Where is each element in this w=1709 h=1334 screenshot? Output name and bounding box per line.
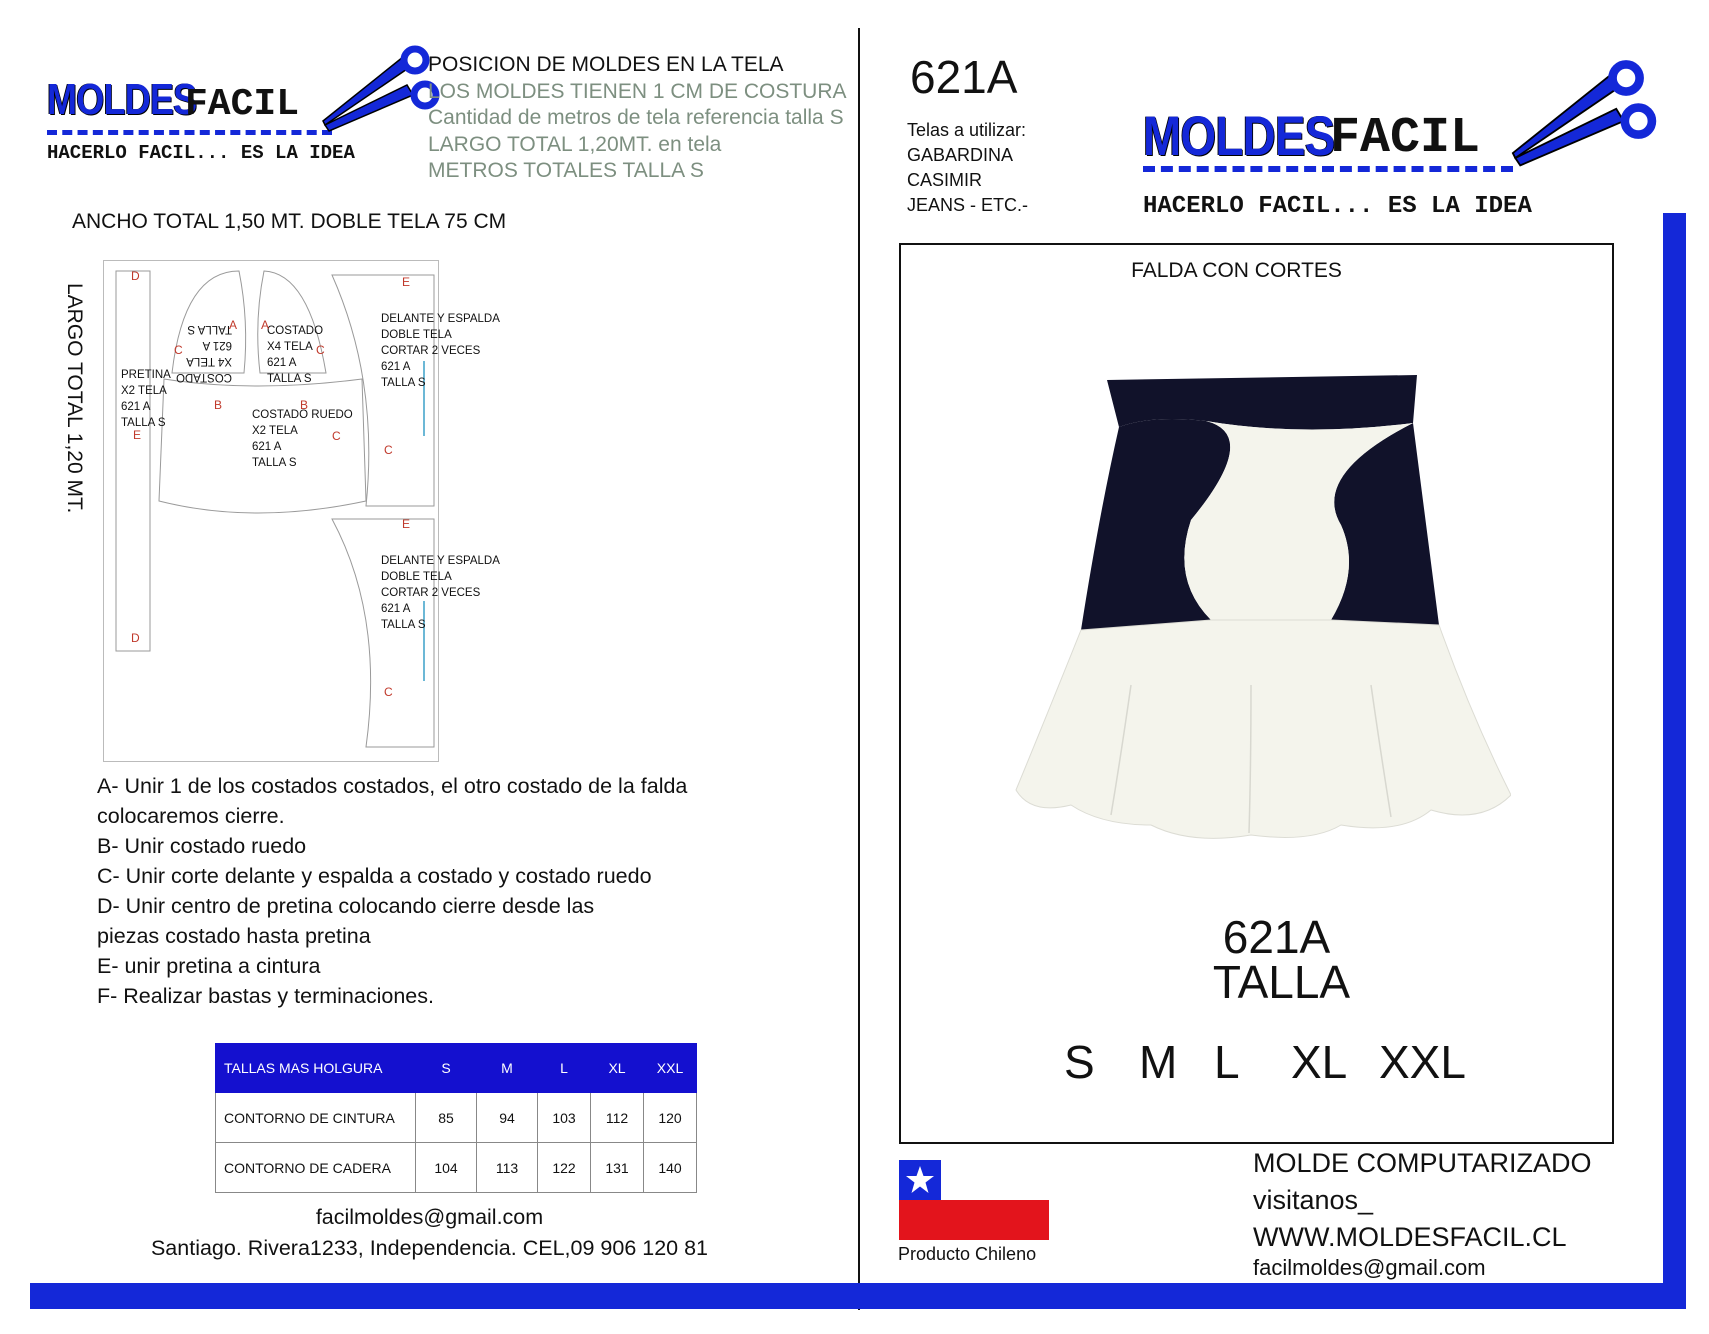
- mark-c-right: C: [316, 343, 325, 357]
- total-length-label: LARGO TOTAL 1,20 MT.: [63, 283, 86, 514]
- table-cell: 85: [416, 1093, 477, 1143]
- mark-e-mid: E: [402, 517, 411, 531]
- code-large: 621A: [1222, 911, 1331, 963]
- header-cell: L: [538, 1044, 591, 1093]
- mark-b-left: B: [214, 398, 223, 412]
- instruction-line: F- Realizar bastas y terminaciones.: [97, 984, 434, 1008]
- logo-facil-text: FACIL: [1330, 110, 1481, 167]
- bottom-blue-bar: [30, 1283, 1686, 1309]
- fabrics-block: [907, 118, 1028, 218]
- contact-address: Santiago. Rivera1233, Independencia. CEL,09 906 120 81: [150, 1236, 709, 1260]
- flag-red-band: [899, 1200, 1049, 1240]
- logo-moldes-text: MOLDES: [47, 75, 197, 124]
- mark-e-pretina: E: [133, 428, 142, 442]
- center-divider: [858, 28, 860, 1310]
- mark-c-delante-2: C: [384, 685, 393, 699]
- costado-ruedo-label: COSTADO RUEDO X2 TELA 621 A TALLA S: [252, 409, 353, 469]
- costado-label: COSTADO X4 TELA 621 A TALLA S: [267, 325, 324, 385]
- table-cell: 113: [477, 1143, 538, 1193]
- size-m: M: [1139, 1036, 1178, 1088]
- header-cell: XL: [591, 1044, 644, 1093]
- flag-caption: Producto Chileno: [898, 1244, 1037, 1264]
- layout-title: POSICION DE MOLDES EN LA TELA: [428, 53, 784, 76]
- table-cell: 94: [477, 1093, 538, 1143]
- total-length-note: LARGO TOTAL 1,20MT. en tela: [428, 132, 722, 156]
- model-code: 621A: [910, 51, 1018, 103]
- mark-c-ruedo: C: [332, 429, 341, 443]
- mark-d-top: D: [131, 269, 140, 283]
- talla-label: TALLA: [1212, 956, 1351, 1008]
- fabric-item: JEANS - ETC.-: [907, 195, 1029, 215]
- logo-facil-text: FACIL: [185, 83, 300, 126]
- instruction-line: C- Unir corte delante y espalda a costado y costado ruedo: [97, 864, 652, 888]
- table-row: [216, 1093, 697, 1143]
- right-footer: [1253, 1145, 1592, 1256]
- footer-visit: visitanos_: [1253, 1185, 1374, 1215]
- delante-espalda-label-2: DELANTE Y ESPALDA DOBLE TELA CORTAR 2 VECES 621 A TALLA S: [381, 555, 500, 631]
- flag-star-icon: [905, 1165, 935, 1195]
- mark-a-right: A: [261, 318, 270, 332]
- contact-email-right[interactable]: facilmoldes@gmail.com: [1253, 1255, 1486, 1280]
- logo-tagline: HACERLO FACIL... ES LA IDEA: [1143, 193, 1532, 220]
- size-table-header: [216, 1044, 697, 1093]
- header-cell: M: [477, 1044, 538, 1093]
- instruction-line: E- unir pretina a cintura: [97, 954, 321, 978]
- mark-a-left: A: [229, 318, 238, 332]
- size-l: L: [1214, 1036, 1240, 1088]
- fabrics-title: Telas a utilizar:: [907, 120, 1027, 140]
- instruction-line: D- Unir centro de pretina colocando cierre desde las: [97, 894, 595, 918]
- logo-dash-line: [1143, 166, 1513, 172]
- logo-dash-line: [47, 130, 332, 135]
- total-width-label: ANCHO TOTAL 1,50 MT. DOBLE TELA 75 CM: [72, 210, 507, 233]
- table-cell: 122: [538, 1143, 591, 1193]
- size-table: [215, 1043, 697, 1193]
- instruction-line: A- Unir 1 de los costados costados, el otro costado de la falda: [97, 774, 688, 798]
- garment-box: [899, 243, 1614, 1144]
- table-cell: 140: [644, 1143, 697, 1193]
- pattern-layout: [103, 260, 500, 762]
- pretina-label: PRETINA X2 TELA 621 A TALLA S: [121, 369, 171, 429]
- logo-moldes-text: MOLDES: [1143, 104, 1335, 167]
- logo-right: [1143, 58, 1663, 228]
- table-cell: CONTORNO DE CADERA: [216, 1143, 416, 1193]
- footer-molde: MOLDE COMPUTARIZADO: [1253, 1148, 1592, 1178]
- header-cell: S: [416, 1044, 477, 1093]
- size-xxl: XXL: [1379, 1036, 1466, 1088]
- fabric-item: CASIMIR: [907, 170, 983, 190]
- scissors-icon: [1503, 58, 1663, 178]
- mark-e-top: E: [402, 275, 411, 289]
- fabric-item: GABARDINA: [907, 145, 1014, 165]
- table-cell: 103: [538, 1093, 591, 1143]
- table-cell: CONTORNO DE CINTURA: [216, 1093, 416, 1143]
- mark-c-delante-1: C: [384, 443, 393, 457]
- table-cell: 131: [591, 1143, 644, 1193]
- instruction-line: B- Unir costado ruedo: [97, 834, 307, 858]
- flag-white-band: [941, 1160, 1049, 1200]
- mark-b-right: B: [300, 398, 309, 412]
- table-cell: 112: [591, 1093, 644, 1143]
- fabric-amount-note: Cantidad de metros de tela referencia talla S: [428, 106, 844, 129]
- layout-header: [428, 52, 847, 185]
- garment-title: FALDA CON CORTES: [1131, 259, 1342, 282]
- chile-flag: [899, 1160, 1049, 1240]
- mark-d-bottom: D: [131, 631, 140, 645]
- table-row: [216, 1143, 697, 1193]
- size-xl: XL: [1291, 1036, 1348, 1088]
- footer-website-link[interactable]: WWW.MOLDESFACIL.CL: [1253, 1222, 1567, 1252]
- contact-email-left: facilmoldes@gmail.com: [315, 1205, 544, 1229]
- logo-tagline: HACERLO FACIL... ES LA IDEA: [47, 142, 355, 164]
- instruction-line: piezas costado hasta pretina: [97, 924, 371, 948]
- delante-espalda-label-1: DELANTE Y ESPALDA DOBLE TELA CORTAR 2 VECES 621 A TALLA S: [381, 313, 500, 389]
- header-cell: XXL: [644, 1044, 697, 1093]
- total-meters-note: METROS TOTALES TALLA S: [428, 159, 704, 182]
- scissors-icon: [315, 45, 445, 140]
- header-cell: TALLAS MAS HOLGURA: [216, 1044, 416, 1093]
- costado-mirror-label: COSTADO X4 TELA 621 A TALLA S: [176, 323, 233, 383]
- table-cell: 104: [416, 1143, 477, 1193]
- size-s: S: [1064, 1036, 1095, 1088]
- mark-c-left: C: [174, 343, 183, 357]
- table-cell: 120: [644, 1093, 697, 1143]
- instruction-line: colocaremos cierre.: [97, 804, 285, 828]
- logo-left: [47, 45, 447, 175]
- seam-note: LOS MOLDES TIENEN 1 CM DE COSTURA: [428, 79, 847, 103]
- right-blue-bar: [1663, 213, 1686, 1309]
- skirt-illustration: [1011, 355, 1511, 845]
